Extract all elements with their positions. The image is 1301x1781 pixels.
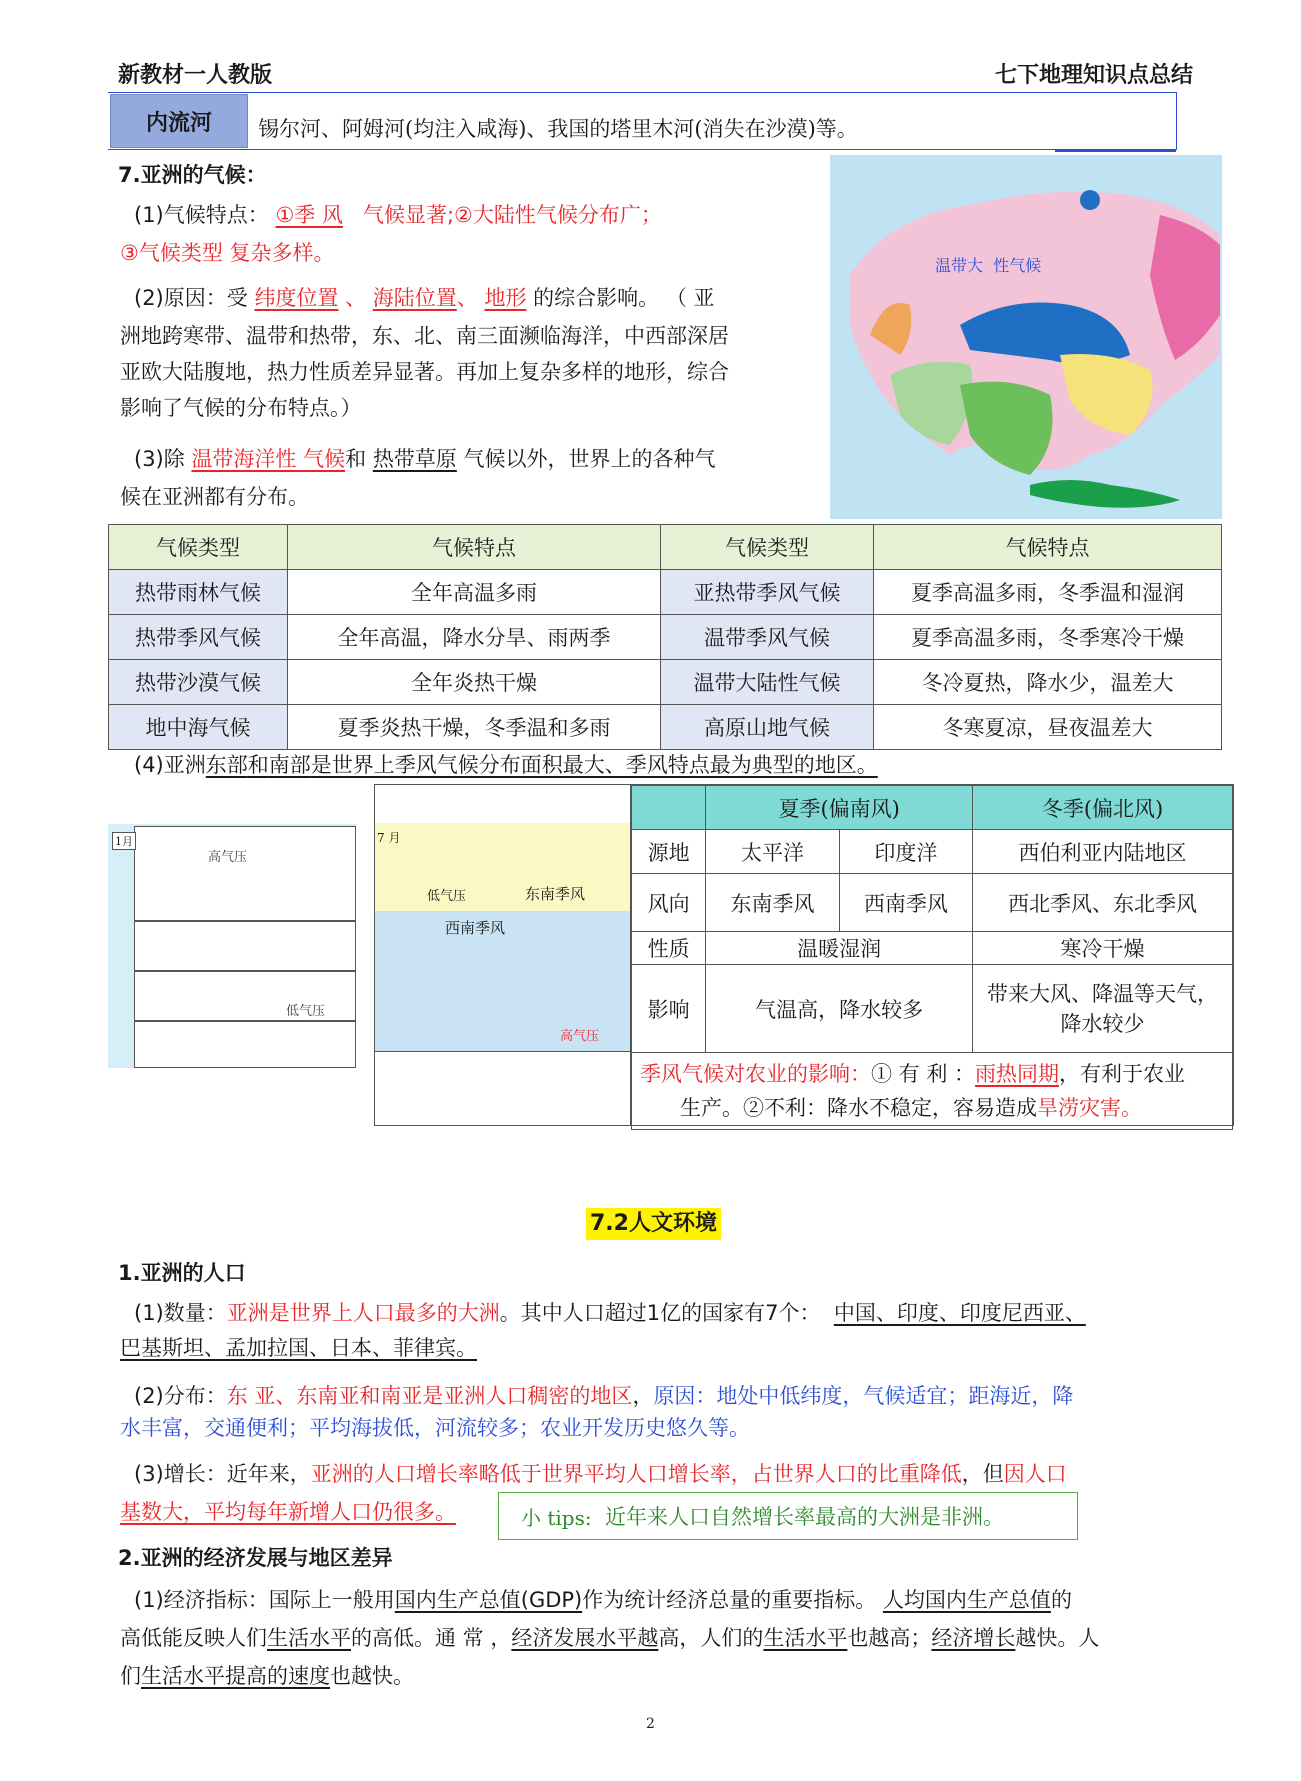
july-low-pressure: 低气压 xyxy=(427,889,467,904)
monsoon-panel xyxy=(374,784,1234,1126)
population-growth-line1: (3)增长：近年来，亚洲的人口增长率略低于世界平均人口增长率，占世界人口的比重降低，但因人口 xyxy=(134,1462,1067,1486)
monsoon-table xyxy=(631,785,1233,1130)
january-low-pressure: 低气压 xyxy=(286,1004,326,1019)
population-distribution-line2: 水丰富，交通便利；平均海拔低，河流较多；农业开发历史悠久等。 xyxy=(120,1416,750,1440)
january-high-pressure: 高气压 xyxy=(208,850,248,865)
economy-heading: 2.亚洲的经济发展与地区差异 xyxy=(118,1546,393,1570)
july-southwest-monsoon: 西南季风 xyxy=(445,919,506,937)
table-row: 风向 东南季风 西南季风 西北季风、东北季风 xyxy=(632,874,1233,932)
population-growth-line2: 基数大，平均每年新增人口仍很多。 xyxy=(120,1500,456,1524)
july-high-pressure: 高气压 xyxy=(560,1029,600,1044)
table-header: 气候类型 xyxy=(661,525,874,570)
table-header: 气候特点 xyxy=(874,525,1222,570)
asia-climate-map xyxy=(830,155,1222,519)
july-label: 7 月 xyxy=(377,831,401,845)
header-right: 七下地理知识点总结 xyxy=(994,63,1193,88)
table-row: 源地 太平洋 印度洋 西伯利亚内陆地区 xyxy=(632,830,1233,874)
table-row: 性质 温暖湿润 寒冷干燥 xyxy=(632,932,1233,965)
climate-distribution-line1: (3)除 温带海洋性 气候和 热带草原 气候以外，世界上的各种气 xyxy=(134,447,716,471)
climate-distribution-line2: 候在亚洲都有分布。 xyxy=(120,485,309,509)
july-southeast-monsoon: 东南季风 xyxy=(525,885,586,903)
monsoon-region-line: (4)亚洲东部和南部是世界上季风气候分布面积最大、季风特点最为典型的地区。 xyxy=(134,753,878,777)
inland-river-text: 锡尔河、阿姆河(均注入咸海)、我国的塔里木河(消失在沙漠)等。 xyxy=(258,117,858,141)
table-row: 影响 气温高，降水较多 带来大风、降温等天气， 降水较少 xyxy=(632,965,1233,1053)
page-number: 2 xyxy=(646,1716,655,1732)
table-row: 热带沙漠气候 全年炎热干燥 温带大陆性气候 冬冷夏热，降水少，温差大 xyxy=(109,660,1222,705)
tips-box: 小 tips: 近年来人口自然增长率最高的大洲是非洲。 xyxy=(498,1492,1078,1540)
summer-header: 夏季(偏南风) xyxy=(706,786,973,830)
population-quantity-line1: (1)数量：亚洲是世界上人口最多的大洲。其中人口超过1亿的国家有7个： 中国、印度、印度尼西亚、 xyxy=(134,1301,1086,1325)
inland-river-label: 内流河 xyxy=(110,94,248,148)
january-label: 1月 xyxy=(112,832,136,850)
table-row: 热带雨林气候 全年高温多雨 亚热带季风气候 夏季高温多雨，冬季温和湿润 xyxy=(109,570,1222,615)
population-distribution-line1: (2)分布：东 亚、东南亚和南亚是亚洲人口稠密的地区，原因：地处中低纬度，气候适宜；距海近，降 xyxy=(134,1384,1074,1408)
header-left: 新教材一人教版 xyxy=(118,63,273,88)
economy-line1: (1)经济指标：国际上一般用国内生产总值(GDP)作为统计经济总量的重要指标。 人均国内生产总值的 xyxy=(134,1588,1072,1612)
population-heading: 1.亚洲的人口 xyxy=(118,1261,246,1285)
climate-reason-line3: 亚欧大陆腹地，热力性质差异显著。再加上复杂多样的地形，综合 xyxy=(120,360,729,384)
table-header: 气候类型 xyxy=(109,525,288,570)
section-title: 7.2人文环境 xyxy=(586,1208,721,1240)
winter-header: 冬季(偏北风) xyxy=(973,786,1233,830)
climate-heading: 7.亚洲的气候： xyxy=(118,163,267,187)
economy-line3: 们生活水平提高的速度也越快。 xyxy=(120,1664,414,1688)
table-row xyxy=(632,1053,1233,1130)
january-monsoon-map xyxy=(108,824,356,1068)
climate-reason-line2: 洲地跨寒带、温带和热带，东、北、南三面濒临海洋，中西部深居 xyxy=(120,324,729,348)
climate-table xyxy=(108,524,1222,750)
table-row: 热带季风气候 全年高温，降水分旱、雨两季 温带季风气候 夏季高温多雨，冬季寒冷干燥 xyxy=(109,615,1222,660)
map-label-temperate: 温带大 性气候 xyxy=(935,256,1042,275)
population-quantity-line2: 巴基斯坦、孟加拉国、日本、菲律宾。 xyxy=(120,1336,477,1360)
agriculture-impact: 季风气候对农业的影响：① 有 利 ：雨热同期，有利于农业 生产。②不利：降水不稳定，容易造成旱涝灾害。 xyxy=(632,1053,1233,1130)
climate-feature-line2: ③气候类型 复杂多样。 xyxy=(120,241,335,265)
climate-feature-line1: (1)气候特点： ①季 风 气候显著;②大陆性气候分布广； xyxy=(134,203,662,227)
divider xyxy=(1055,150,1176,152)
climate-reason-line1: (2)原因：受 纬度位置 、 海陆位置、 地形 的综合影响。 （ 亚 xyxy=(134,286,715,310)
table-row: 地中海气候 夏季炎热干燥，冬季温和多雨 高原山地气候 冬寒夏凉，昼夜温差大 xyxy=(109,705,1222,750)
climate-reason-line4: 影响了气候的分布特点。） xyxy=(120,396,362,420)
table-header: 气候特点 xyxy=(288,525,661,570)
economy-line2: 高低能反映人们生活水平的高低。通 常 ，经济发展水平越高，人们的生活水平也越高；经济增长越快。人 xyxy=(120,1626,1100,1650)
